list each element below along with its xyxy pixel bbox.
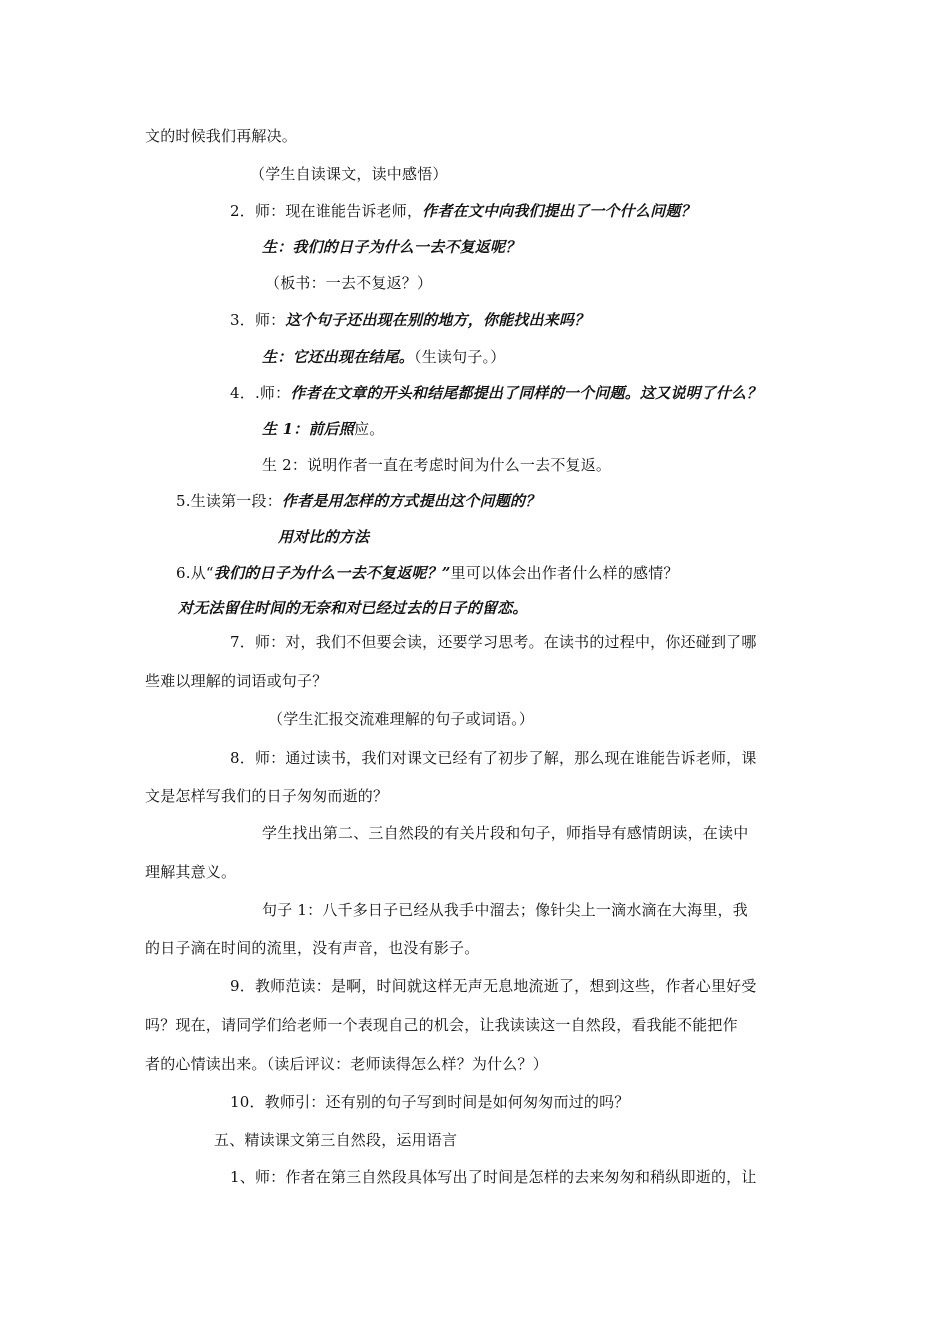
text-run: 文的时候我们再解决。 [145,127,298,145]
text-run: （学生自读课文，读中感悟） [250,165,448,183]
text-run: 7．师：对，我们不但要会读，还要学习思考。在读书的过程中，你还碰到了哪 [230,633,757,651]
text-line [230,976,757,996]
text-run: 2．师：现在谁能告诉老师， [230,202,423,220]
text-run: 者的心情读出来。（读后评议：老师读得怎么样？为什么？） [145,1055,548,1073]
text-run: （生读句子。） [414,348,506,366]
emphasized-question: 作者在文章的开头和结尾都提出了同样的一个问题。这又说明了什么？ [290,384,762,402]
text-line [262,419,384,439]
text-line [230,748,757,768]
text-line [176,491,540,511]
text-run: （学生汇报交流难理解的句子或词语。） [268,710,535,728]
text-line [145,671,327,691]
text-run: 10．教师引：还有别的句子写到时间是如何匆匆而过的吗？ [230,1093,630,1111]
text-run: 句子 1：八千多日子已经从我手中溜去；像针尖上一滴水滴在大海里，我 [262,901,748,919]
text-line [145,786,388,806]
text-line [262,455,611,475]
text-line [262,823,748,843]
text-run: 些难以理解的词语或句子？ [145,672,328,690]
text-run: （板书：一去不复返？） [265,274,433,292]
text-line [145,1054,548,1074]
text-run: 用对比的方法 [278,528,370,546]
text-line [230,383,762,403]
text-line [145,1015,738,1035]
text-line [230,632,757,652]
text-run: 9．教师范读：是啊，时间就这样无声无息地流逝了，想到这些，作者心里好受 [230,977,757,995]
text-run: 1、师：作者在第三自然段具体写出了时间是怎样的去来匆匆和稍纵即逝的，让 [230,1168,757,1186]
emphasized-question: 我们的日子为什么一去不复返呢？” [213,564,451,582]
text-line [268,709,534,729]
text-line [262,900,748,920]
text-line [145,938,479,958]
student-answer [278,527,369,547]
text-run: 8．师：通过读书，我们对课文已经有了初步了解，那么现在谁能告诉老师，课 [230,749,757,767]
student-answer: 生 1：前后照 [262,420,355,438]
text-run: 里可以体会出作者什么样的感情？ [450,564,679,582]
text-line [262,347,505,367]
text-run: 生：我们的日子为什么一去不复返呢？ [262,238,521,256]
text-run: 4．.师： [230,384,291,402]
text-run: 生 2：说明作者一直在考虑时间为什么一去不复返。 [262,456,612,474]
text-line [145,862,236,882]
text-run: 的日子滴在时间的流里，没有声音，也没有影子。 [145,939,480,957]
text-run: 3．师： [230,311,286,329]
text-run: 5.生读第一段： [176,492,282,510]
emphasized-question: 作者是用怎样的方式提出这个问题的？ [281,492,541,510]
text-run: 吗？现在，请同学们给老师一个表现自己的机会，让我读读这一自然段，看我能不能把作 [145,1016,738,1034]
text-line [230,1167,757,1187]
text-run: 对无法留住时间的无奈和对已经过去的日子的留恋。 [178,599,528,617]
text-line [230,1092,630,1112]
text-line [250,164,448,184]
text-line [145,126,297,146]
emphasized-question: 作者在文中向我们提出了一个什么问题？ [422,202,696,220]
text-run: 理解其意义。 [145,863,237,881]
text-run: 6.从“ [176,564,214,582]
text-run: 应。 [354,420,385,438]
emphasized-question: 这个句子还出现在别的地方，你能找出来吗？ [285,311,590,329]
student-answer [262,237,520,257]
text-run: 五、精读课文第三自然段，运用语言 [214,1131,458,1149]
text-line [230,310,589,330]
text-run: 文是怎样写我们的日子匆匆而逝的？ [145,787,389,805]
text-line [230,201,696,221]
text-line [176,563,679,583]
text-run: 学生找出第二、三自然段的有关片段和句子，师指导有感情朗读，在读中 [262,824,749,842]
section-heading [214,1130,457,1150]
student-answer [178,598,528,618]
student-answer: 生：它还出现在结尾。 [262,348,415,366]
text-line [265,273,432,293]
